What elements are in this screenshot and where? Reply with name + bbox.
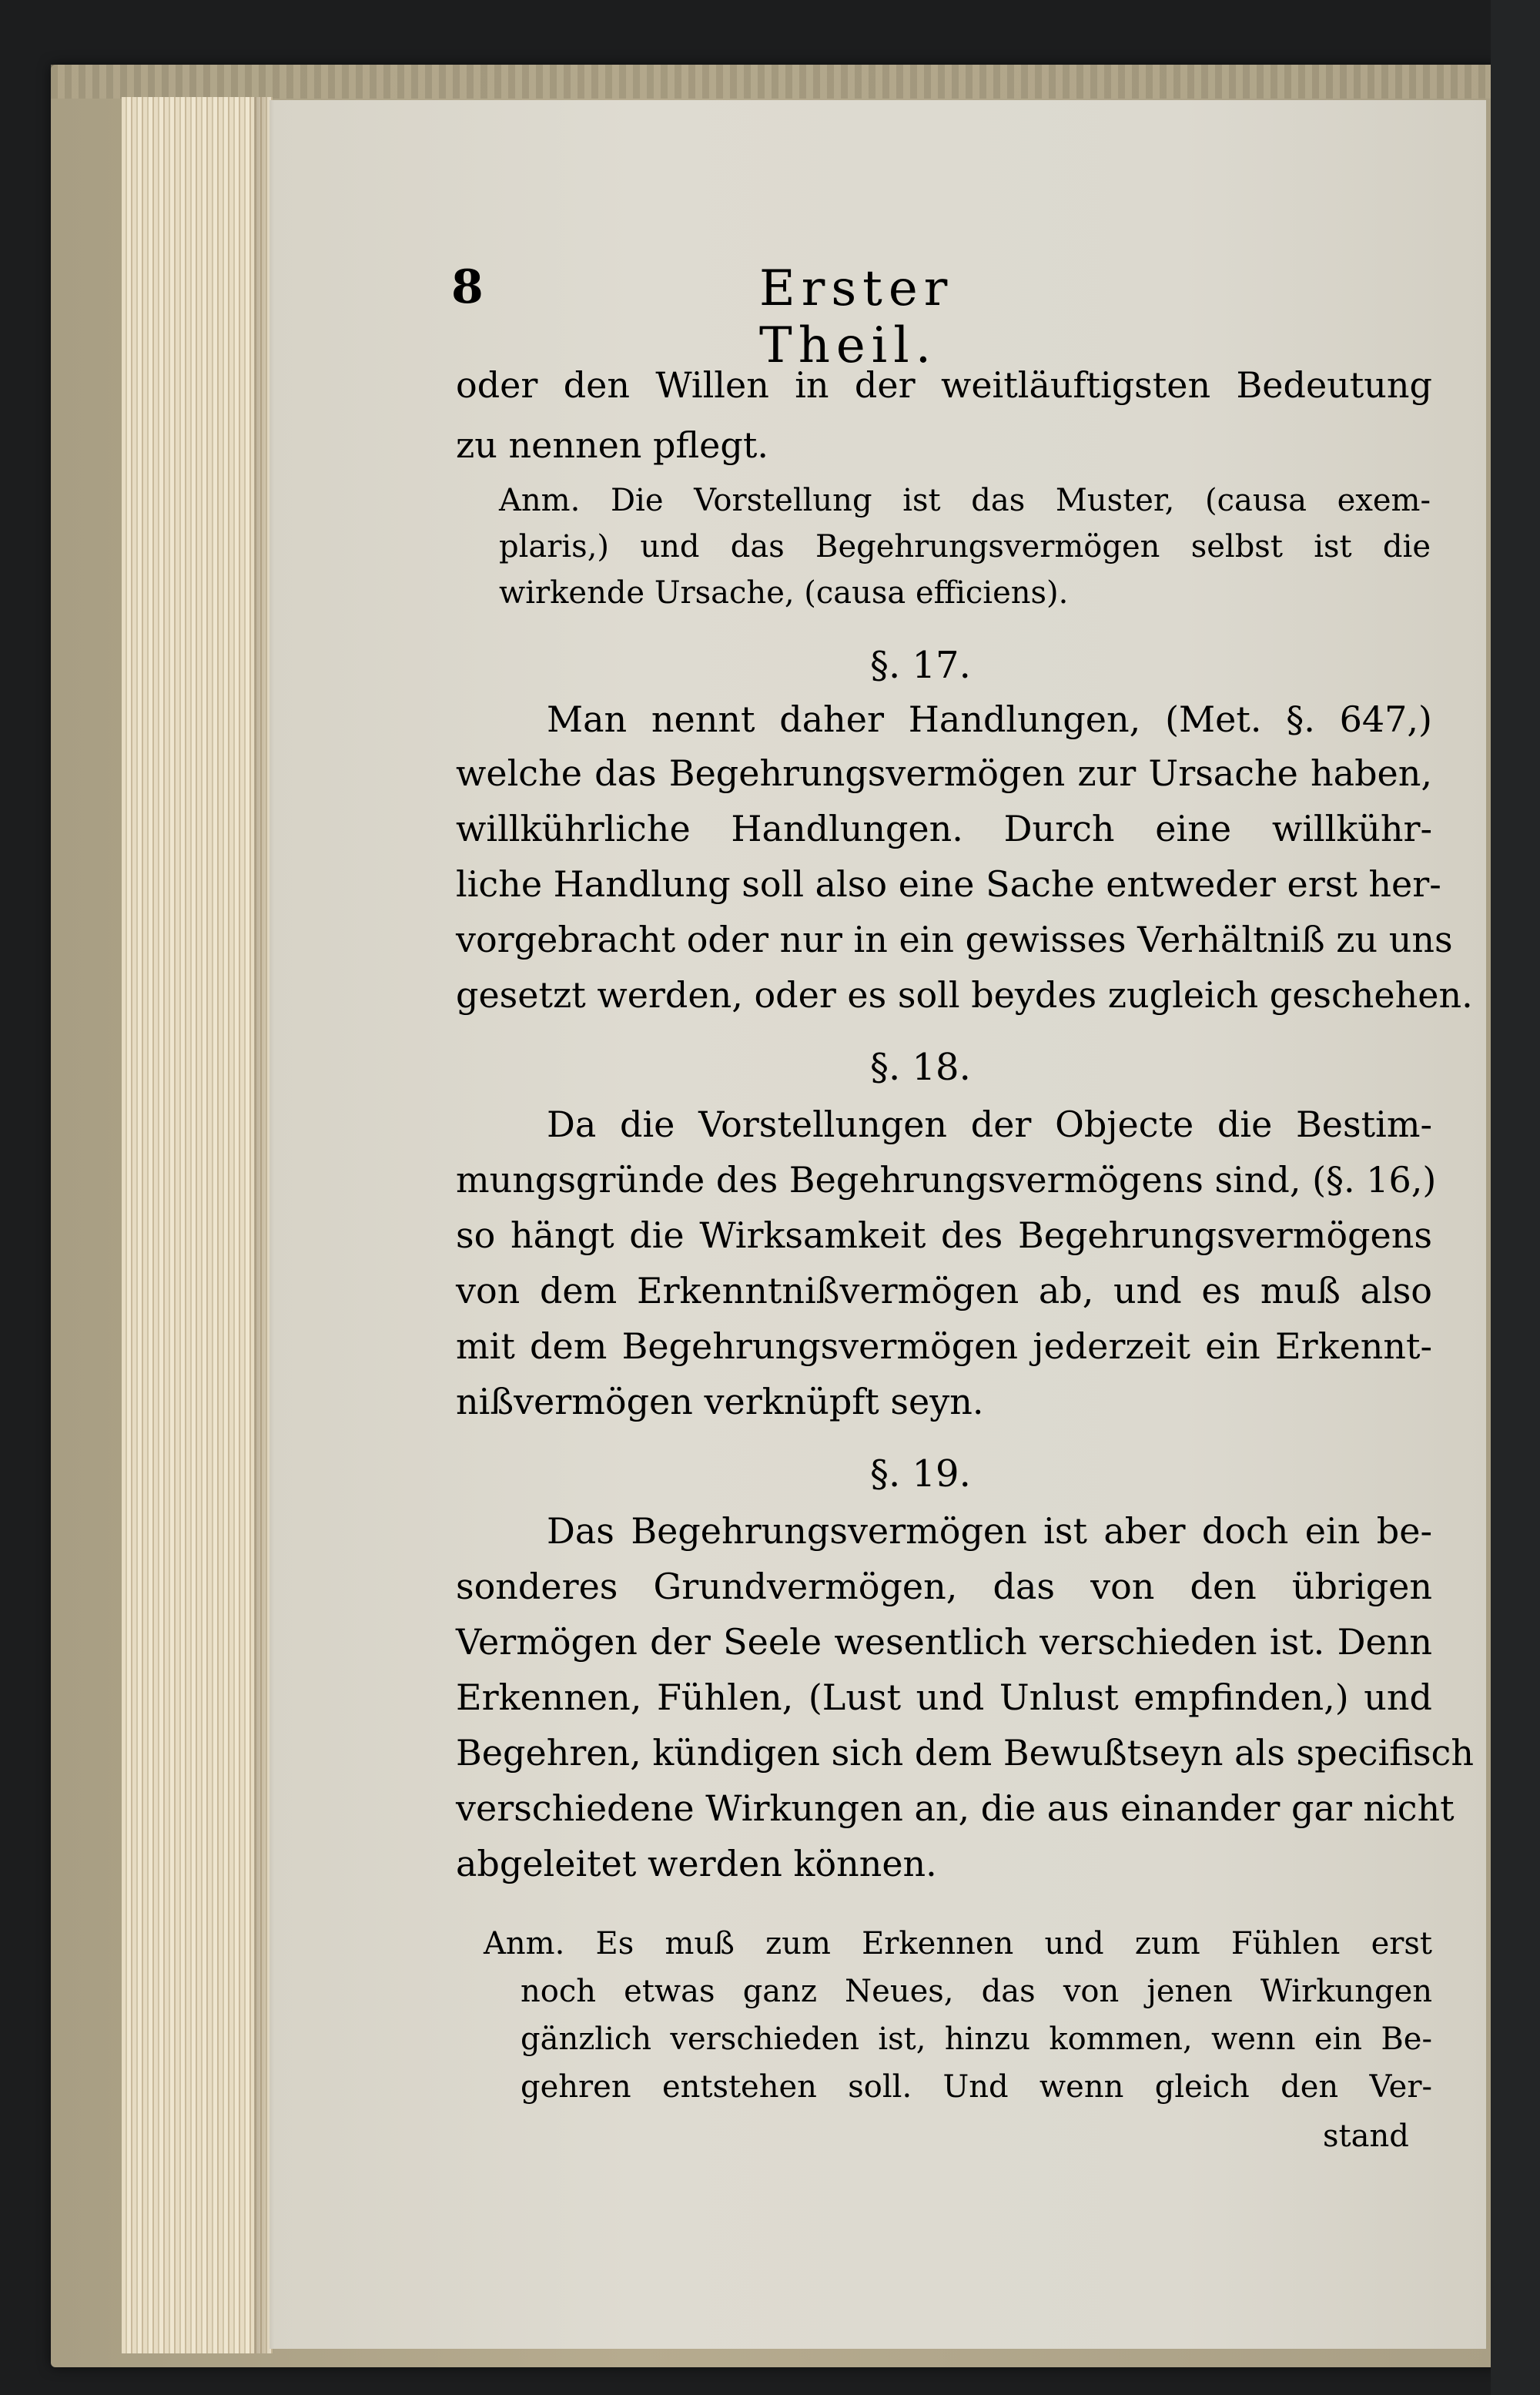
text-line: sonderes Grundvermögen, das von den übrigen [456,1566,1432,1607]
text-line: zu nennen pflegt. [456,424,768,466]
note-line: gänzlich verschieden ist, hinzu kommen, wenn ein Be- [521,2022,1432,2057]
note-line: wirkende Ursache, (causa efficiens). [499,575,1069,611]
text-line: oder den Willen in der weitläuftigsten Bedeutung [456,364,1432,406]
text-line: Da die Vorstellungen der Objecte die Bestim- [547,1104,1432,1145]
text-line: verschiedene Wirkungen an, die aus einander gar nicht [456,1787,1455,1829]
page-header [451,246,1144,374]
text-line: Vermögen der Seele wesentlich verschieden ist. Denn [456,1621,1432,1663]
text-line: willkührliche Handlungen. Durch eine willkühr- [456,808,1432,849]
section-heading: §. 17. [870,644,971,687]
text-line: abgeleitet werden können. [456,1843,937,1884]
text-line: nißvermögen verknüpft seyn. [456,1381,984,1422]
gutter-shadow [254,97,274,2353]
text-line: Das Begehrungsvermögen ist aber doch ein be- [547,1510,1432,1552]
note-line: plaris,) und das Begehrungsvermögen selbst ist die [499,529,1431,564]
note-line: Anm. Es muß zum Erkennen und zum Fühlen erst [484,1926,1432,1961]
note-line: noch etwas ganz Neues, das von jenen Wirkungen [521,1974,1432,2009]
text-line: so hängt die Wirksamkeit des Begehrungsvermögens [456,1214,1432,1256]
background-edge [1491,0,1540,2395]
note-line: Anm. Die Vorstellung ist das Muster, (causa exem- [499,483,1431,518]
text-line: welche das Begehrungsvermögen zur Ursache haben, [456,752,1432,794]
running-title: Erster Theil. [759,260,954,374]
catchword: stand [1323,2119,1409,2154]
cover-edge [51,65,1502,99]
text-line: mit dem Begehrungsvermögen jederzeit ein Erkennt- [456,1325,1432,1367]
page-stack [122,97,273,2353]
text-line: vorgebracht oder nur in ein gewisses Verhältniß zu uns [456,919,1453,960]
text-line: liche Handlung soll also eine Sache entweder erst her- [456,863,1441,905]
text-line: von dem Erkenntnißvermögen ab, und es muß also [456,1270,1432,1311]
text-line: Begehren, kündigen sich dem Bewußtseyn als specifisch [456,1732,1474,1774]
text-line: mungsgründe des Begehrungsvermögens sind, (§. 16,) [456,1159,1437,1201]
section-heading: §. 19. [870,1452,971,1496]
text-line: Erkennen, Fühlen, (Lust und Unlust empfinden,) und [456,1676,1432,1718]
text-line: Man nennt daher Handlungen, (Met. §. 647,) [547,698,1432,740]
text-line: gesetzt werden, oder es soll beydes zugleich geschehen. [456,974,1473,1016]
page-number: 8 [451,260,484,314]
section-heading: §. 18. [870,1046,971,1089]
note-line: gehren entstehen soll. Und wenn gleich den Ver- [521,2069,1432,2105]
